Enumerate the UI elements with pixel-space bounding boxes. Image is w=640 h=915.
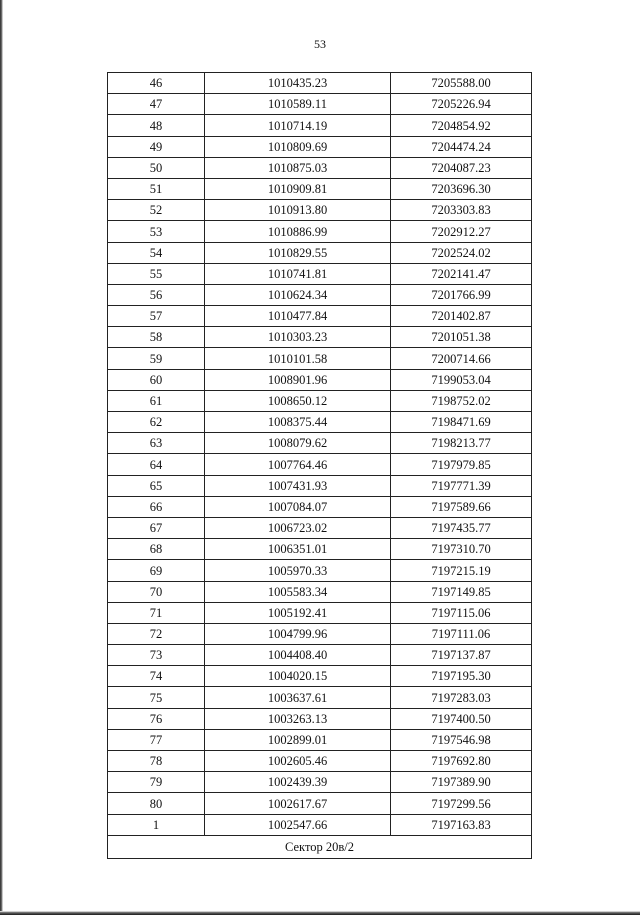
table-row — [108, 687, 532, 708]
point-number-cell: 49 — [108, 136, 205, 157]
y-coordinate-cell: 7203696.30 — [391, 178, 532, 199]
y-coordinate-cell: 7205588.00 — [391, 73, 532, 94]
x-coordinate-cell: 1002617.67 — [205, 793, 391, 814]
table-row — [108, 496, 532, 517]
y-coordinate-cell: 7202524.02 — [391, 242, 532, 263]
y-coordinate-cell: 7197195.30 — [391, 666, 532, 687]
y-coordinate-cell: 7197979.85 — [391, 454, 532, 475]
table-row — [108, 73, 532, 94]
point-number-cell: 65 — [108, 475, 205, 496]
x-coordinate-cell: 1004020.15 — [205, 666, 391, 687]
x-coordinate-cell: 1006351.01 — [205, 539, 391, 560]
y-coordinate-cell: 7197771.39 — [391, 475, 532, 496]
point-number-cell: 57 — [108, 306, 205, 327]
point-number-cell: 78 — [108, 751, 205, 772]
x-coordinate-cell: 1010913.80 — [205, 200, 391, 221]
x-coordinate-cell: 1010101.58 — [205, 348, 391, 369]
y-coordinate-cell: 7197163.83 — [391, 814, 532, 835]
sector-label: Сектор 20в/2 — [108, 835, 532, 858]
x-coordinate-cell: 1002547.66 — [205, 814, 391, 835]
x-coordinate-cell: 1010741.81 — [205, 263, 391, 284]
y-coordinate-cell: 7203303.83 — [391, 200, 532, 221]
table-row — [108, 751, 532, 772]
table-row — [108, 412, 532, 433]
y-coordinate-cell: 7199053.04 — [391, 369, 532, 390]
y-coordinate-cell: 7201766.99 — [391, 284, 532, 305]
table-row — [108, 539, 532, 560]
table-row — [108, 475, 532, 496]
x-coordinate-cell: 1003263.13 — [205, 708, 391, 729]
point-number-cell: 76 — [108, 708, 205, 729]
y-coordinate-cell: 7204854.92 — [391, 115, 532, 136]
page-number: 53 — [314, 37, 326, 51]
point-number-cell: 64 — [108, 454, 205, 475]
x-coordinate-cell: 1005192.41 — [205, 602, 391, 623]
x-coordinate-cell: 1008650.12 — [205, 390, 391, 411]
table-row — [108, 200, 532, 221]
x-coordinate-cell: 1002605.46 — [205, 751, 391, 772]
x-coordinate-cell: 1010809.69 — [205, 136, 391, 157]
y-coordinate-cell: 7197299.56 — [391, 793, 532, 814]
x-coordinate-cell: 1010435.23 — [205, 73, 391, 94]
point-number-cell: 67 — [108, 517, 205, 538]
x-coordinate-cell: 1010886.99 — [205, 221, 391, 242]
y-coordinate-cell: 7197310.70 — [391, 539, 532, 560]
y-coordinate-cell: 7197692.80 — [391, 751, 532, 772]
x-coordinate-cell: 1010875.03 — [205, 157, 391, 178]
point-number-cell: 53 — [108, 221, 205, 242]
y-coordinate-cell: 7204474.24 — [391, 136, 532, 157]
x-coordinate-cell: 1010909.81 — [205, 178, 391, 199]
point-number-cell: 79 — [108, 772, 205, 793]
point-number-cell: 66 — [108, 496, 205, 517]
point-number-cell: 69 — [108, 560, 205, 581]
y-coordinate-cell: 7201051.38 — [391, 327, 532, 348]
y-coordinate-cell: 7197546.98 — [391, 729, 532, 750]
scan-left-edge — [0, 0, 3, 915]
x-coordinate-cell: 1008901.96 — [205, 369, 391, 390]
table-row — [108, 327, 532, 348]
point-number-cell: 51 — [108, 178, 205, 199]
point-number-cell: 54 — [108, 242, 205, 263]
x-coordinate-cell: 1003637.61 — [205, 687, 391, 708]
x-coordinate-cell: 1007764.46 — [205, 454, 391, 475]
point-number-cell: 50 — [108, 157, 205, 178]
point-number-cell: 73 — [108, 645, 205, 666]
table-row — [108, 263, 532, 284]
table-row — [108, 645, 532, 666]
table-row — [108, 433, 532, 454]
table-row — [108, 708, 532, 729]
point-number-cell: 80 — [108, 793, 205, 814]
point-number-cell: 60 — [108, 369, 205, 390]
y-coordinate-cell: 7201402.87 — [391, 306, 532, 327]
x-coordinate-cell: 1007431.93 — [205, 475, 391, 496]
point-number-cell: 55 — [108, 263, 205, 284]
table-row — [108, 772, 532, 793]
table-row — [108, 94, 532, 115]
table-row — [108, 666, 532, 687]
y-coordinate-cell: 7204087.23 — [391, 157, 532, 178]
table-footer-row — [108, 835, 532, 858]
y-coordinate-cell: 7197589.66 — [391, 496, 532, 517]
y-coordinate-cell: 7202141.47 — [391, 263, 532, 284]
x-coordinate-cell: 1007084.07 — [205, 496, 391, 517]
point-number-cell: 75 — [108, 687, 205, 708]
x-coordinate-cell: 1010589.11 — [205, 94, 391, 115]
x-coordinate-cell: 1010303.23 — [205, 327, 391, 348]
x-coordinate-cell: 1010624.34 — [205, 284, 391, 305]
point-number-cell: 48 — [108, 115, 205, 136]
y-coordinate-cell: 7205226.94 — [391, 94, 532, 115]
y-coordinate-cell: 7197215.19 — [391, 560, 532, 581]
point-number-cell: 56 — [108, 284, 205, 305]
table-row — [108, 136, 532, 157]
point-number-cell: 1 — [108, 814, 205, 835]
table-row — [108, 157, 532, 178]
x-coordinate-cell: 1008079.62 — [205, 433, 391, 454]
y-coordinate-cell: 7202912.27 — [391, 221, 532, 242]
y-coordinate-cell: 7198752.02 — [391, 390, 532, 411]
table-row — [108, 623, 532, 644]
table-row — [108, 814, 532, 835]
point-number-cell: 52 — [108, 200, 205, 221]
point-number-cell: 63 — [108, 433, 205, 454]
table-row — [108, 306, 532, 327]
table-row — [108, 369, 532, 390]
point-number-cell: 47 — [108, 94, 205, 115]
table-row — [108, 793, 532, 814]
x-coordinate-cell: 1008375.44 — [205, 412, 391, 433]
x-coordinate-cell: 1005970.33 — [205, 560, 391, 581]
point-number-cell: 62 — [108, 412, 205, 433]
x-coordinate-cell: 1010477.84 — [205, 306, 391, 327]
table-row — [108, 581, 532, 602]
table-row — [108, 729, 532, 750]
table-row — [108, 602, 532, 623]
point-number-cell: 68 — [108, 539, 205, 560]
table-row — [108, 560, 532, 581]
table-row — [108, 390, 532, 411]
y-coordinate-cell: 7198213.77 — [391, 433, 532, 454]
y-coordinate-cell: 7197400.50 — [391, 708, 532, 729]
y-coordinate-cell: 7197137.87 — [391, 645, 532, 666]
y-coordinate-cell: 7197149.85 — [391, 581, 532, 602]
y-coordinate-cell: 7200714.66 — [391, 348, 532, 369]
table-row — [108, 115, 532, 136]
x-coordinate-cell: 1005583.34 — [205, 581, 391, 602]
coordinates-table-body — [108, 73, 532, 836]
scan-bottom-edge — [0, 911, 640, 915]
table-row — [108, 242, 532, 263]
point-number-cell: 70 — [108, 581, 205, 602]
point-number-cell: 58 — [108, 327, 205, 348]
y-coordinate-cell: 7197283.03 — [391, 687, 532, 708]
y-coordinate-cell: 7197115.06 — [391, 602, 532, 623]
y-coordinate-cell: 7197435.77 — [391, 517, 532, 538]
table-row — [108, 517, 532, 538]
x-coordinate-cell: 1004799.96 — [205, 623, 391, 644]
y-coordinate-cell: 7197389.90 — [391, 772, 532, 793]
point-number-cell: 71 — [108, 602, 205, 623]
point-number-cell: 46 — [108, 73, 205, 94]
point-number-cell: 61 — [108, 390, 205, 411]
table-row — [108, 348, 532, 369]
x-coordinate-cell: 1004408.40 — [205, 645, 391, 666]
table-row — [108, 454, 532, 475]
y-coordinate-cell: 7198471.69 — [391, 412, 532, 433]
x-coordinate-cell: 1010829.55 — [205, 242, 391, 263]
table-row — [108, 178, 532, 199]
y-coordinate-cell: 7197111.06 — [391, 623, 532, 644]
point-number-cell: 72 — [108, 623, 205, 644]
table-row — [108, 284, 532, 305]
x-coordinate-cell: 1002899.01 — [205, 729, 391, 750]
x-coordinate-cell: 1010714.19 — [205, 115, 391, 136]
x-coordinate-cell: 1002439.39 — [205, 772, 391, 793]
point-number-cell: 59 — [108, 348, 205, 369]
point-number-cell: 77 — [108, 729, 205, 750]
point-number-cell: 74 — [108, 666, 205, 687]
table-row — [108, 221, 532, 242]
x-coordinate-cell: 1006723.02 — [205, 517, 391, 538]
coordinates-table — [107, 72, 532, 859]
